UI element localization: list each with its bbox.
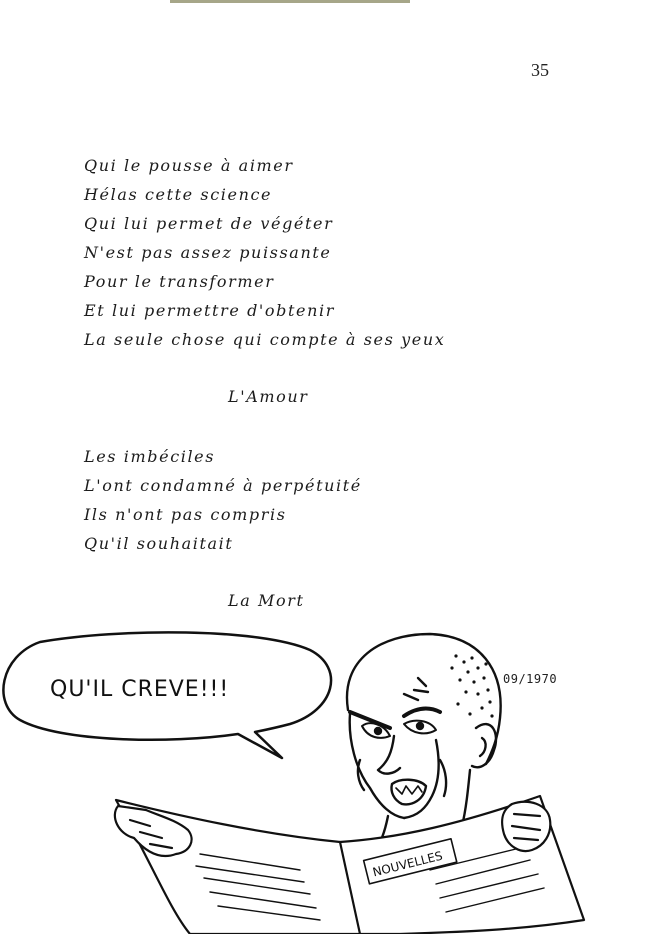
newspaper-masthead-text: NOUVELLES [371,848,444,880]
poem-line: L'ont condamné à perpétuité [84,476,362,495]
speech-bubble-text: QU'IL CREVE!!! [50,677,230,702]
poem-line: Et lui permettre d'obtenir [84,301,335,320]
poem-line: Qui le pousse à aimer [84,156,294,175]
poem-line: Qui lui permet de végéter [84,214,334,233]
poem-line: La seule chose qui compte à ses yeux [84,330,446,349]
drawing-date: 09/1970 [503,672,558,686]
speech-bubble [3,632,331,758]
newspaper [115,796,584,934]
poem-line: Pour le transformer [84,272,275,291]
poem-line: N'est pas assez puissante [84,243,332,262]
cartoon-illustration [0,620,651,934]
poem-line: Les imbéciles [84,447,216,466]
poem-word-mort: La Mort [228,591,305,610]
page-edge-decoration [170,0,410,3]
poem-line: Ils n'ont pas compris [84,505,287,524]
angry-man-figure [347,634,501,842]
poem-line: Qu'il souhaitait [84,534,234,553]
poem-word-amour: L'Amour [228,387,309,406]
poem-line: Hélas cette science [84,185,273,204]
page-number: 35 [531,60,549,80]
